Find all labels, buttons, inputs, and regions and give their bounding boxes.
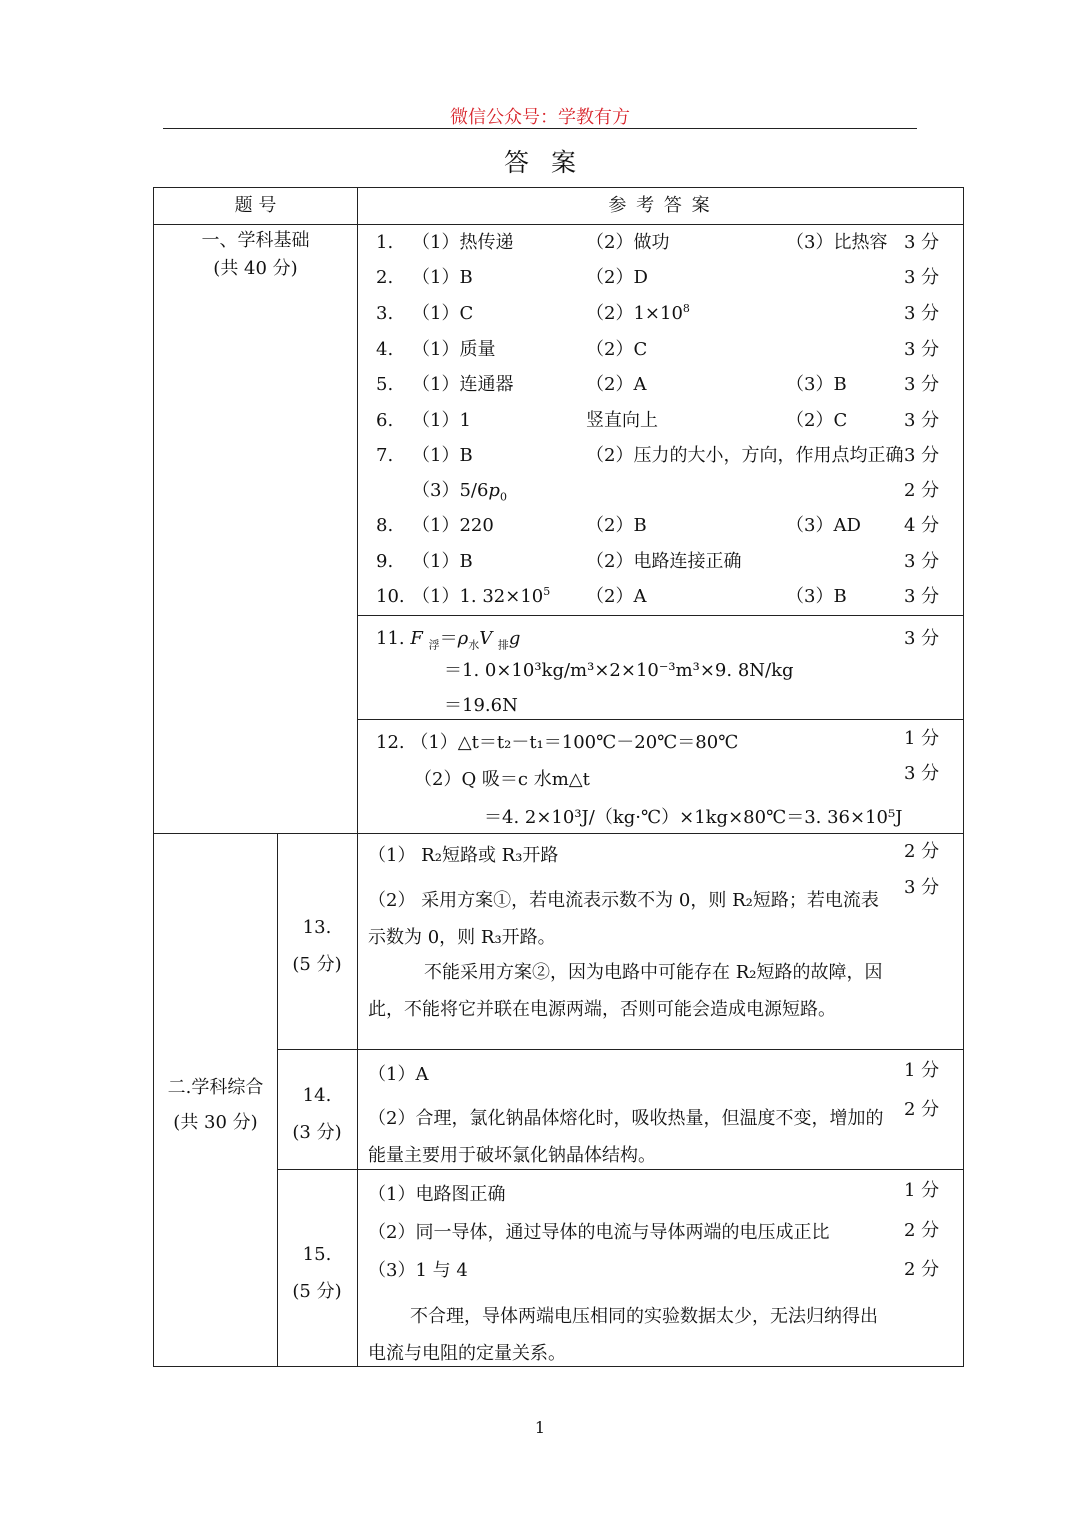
q15-number: 15. bbox=[302, 1244, 332, 1265]
row6-part3: （2）C bbox=[786, 410, 848, 431]
q14-line1: （1）A bbox=[368, 1064, 429, 1085]
row6-score: 3 分 bbox=[904, 410, 940, 431]
q12-line2: （2）Q 吸＝c 水m△t bbox=[414, 769, 590, 790]
q13-score2: 3 分 bbox=[904, 877, 940, 898]
row6-number: 6. bbox=[376, 410, 394, 431]
row11-part1: （1）1. $32\times 10^5$ bbox=[412, 585, 551, 607]
q12-score1: 1 分 bbox=[904, 728, 940, 749]
q12-score2: 3 分 bbox=[904, 763, 940, 784]
row7-part2: （2）压力的大小，方向，作用点均正确 bbox=[586, 445, 904, 466]
row1-part1: （1）热传递 bbox=[412, 232, 514, 253]
q13-points: (5 分) bbox=[292, 954, 342, 975]
row6-part2: 竖直向上 bbox=[586, 410, 658, 431]
q15-line2: （2）同一导体，通过导体的电流与导体两端的电压成正比 bbox=[368, 1222, 830, 1243]
q14-points: (3 分) bbox=[292, 1122, 342, 1143]
row11-number: 10. bbox=[376, 586, 405, 607]
row5-part1: （1）连通器 bbox=[412, 374, 514, 395]
row9-part3: （3）AD bbox=[786, 515, 861, 536]
row11-part3: （3）B bbox=[786, 586, 847, 607]
row4-part2: （2）C bbox=[586, 339, 648, 360]
section2-points: (共 30 分) bbox=[173, 1112, 258, 1133]
row3-part1: （1）C bbox=[412, 303, 474, 324]
page-title: 答案 bbox=[503, 148, 598, 177]
q13-number: 13. bbox=[302, 917, 332, 938]
row-line-q14 bbox=[277, 1049, 963, 1050]
row2-number: 2. bbox=[376, 267, 394, 288]
q15-score3: 2 分 bbox=[904, 1259, 940, 1280]
q15-line1: （1）电路图正确 bbox=[368, 1184, 506, 1205]
row10-score: 3 分 bbox=[904, 551, 940, 572]
row3-part2: $(2)1\times 10^8$ bbox=[586, 302, 690, 324]
row9-score: 4 分 bbox=[904, 515, 940, 536]
row10-part1: （1）B bbox=[412, 551, 473, 572]
row7-score: 3 分 bbox=[904, 445, 940, 466]
q15-line4: 不合理，导体两端电压相同的实验数据太少，无法归纳得出电流与电阻的定量关系。 bbox=[368, 1306, 878, 1364]
section2-label: 二.学科综合 bbox=[167, 1077, 264, 1098]
col-header-answer: 参 考 答 案 bbox=[608, 195, 712, 216]
row4-score: 3 分 bbox=[904, 339, 940, 360]
wechat-header: 微信公众号：学教有方 bbox=[450, 107, 630, 128]
row11-score: 3 分 bbox=[904, 586, 940, 607]
q13-line3: 不能采用方案②，因为电路中可能存在 R₂短路的故障，因此，不能将它并联在电源两端，否则可能会造成电源短路。 bbox=[368, 962, 883, 1020]
row4-part1: （1）质量 bbox=[412, 339, 496, 360]
row4-number: 4. bbox=[376, 339, 394, 360]
q15-line3: （3）1 与 4 bbox=[368, 1260, 468, 1281]
q11-line3: ＝19.6N bbox=[444, 695, 518, 716]
q12-line3: ＝4. 2×10³J/（kg·℃）×1kg×80℃＝3. 36×10⁵J bbox=[484, 807, 903, 828]
row2-score: 3 分 bbox=[904, 267, 940, 288]
q11-line1: 11. F $_浮=\rho_水V$ $_排$g bbox=[376, 628, 521, 652]
row1-score: 3 分 bbox=[904, 232, 940, 253]
q13-line2: （2） 采用方案①，若电流表示数不为 0，则 R₂短路；若电流表示数为 0，则 R₃开路。 bbox=[368, 890, 879, 948]
row3-number: 3. bbox=[376, 303, 394, 324]
row8-score: 2 分 bbox=[904, 480, 940, 501]
row5-score: 3 分 bbox=[904, 374, 940, 395]
section1-points: (共 40 分) bbox=[213, 258, 298, 279]
section1-label: 一、学科基础 bbox=[201, 230, 310, 251]
q14-score1: 1 分 bbox=[904, 1060, 940, 1081]
row5-part2: （2）A bbox=[586, 374, 647, 395]
row-line-q12 bbox=[357, 719, 963, 720]
row6-part1: （1）1 bbox=[412, 410, 471, 431]
row9-number: 8. bbox=[376, 515, 394, 536]
row10-number: 9. bbox=[376, 551, 394, 572]
row9-part1: （1）220 bbox=[412, 515, 494, 536]
q14-number: 14. bbox=[302, 1085, 332, 1106]
row8-part1: $(3)5/6p_0$ bbox=[412, 480, 507, 504]
row1-number: 1. bbox=[376, 232, 394, 253]
q15-score1: 1 分 bbox=[904, 1180, 940, 1201]
section-line bbox=[154, 833, 963, 834]
row11-part2: （2）A bbox=[586, 586, 647, 607]
row9-part2: （2）B bbox=[586, 515, 647, 536]
row3-score: 3 分 bbox=[904, 303, 940, 324]
q13-score1: 2 分 bbox=[904, 841, 940, 862]
row2-part2: （2）D bbox=[586, 267, 648, 288]
col-divider-main bbox=[357, 188, 358, 1366]
header-divider bbox=[163, 128, 917, 129]
q13-line1: （1） R₂短路或 R₃开路 bbox=[368, 845, 559, 866]
q11-line2: ＝1. 0×10³kg/m³×2×10⁻³m³×9. 8N/kg bbox=[444, 660, 794, 681]
header-row-line bbox=[154, 224, 963, 225]
q14-line2: （2）合理，氯化钠晶体熔化时，吸收热量，但温度不变，增加的能量主要用于破坏氯化钠晶体结构。 bbox=[368, 1108, 884, 1166]
page-number: 1 bbox=[534, 1418, 546, 1437]
row-line-q11 bbox=[357, 615, 963, 616]
row7-number: 7. bbox=[376, 445, 394, 466]
q11-score: 3 分 bbox=[904, 628, 940, 649]
row1-part3: （3）比热容 bbox=[786, 232, 888, 253]
row1-part2: （2）做功 bbox=[586, 232, 670, 253]
q15-score2: 2 分 bbox=[904, 1220, 940, 1241]
answer-table bbox=[153, 187, 964, 1367]
row5-number: 5. bbox=[376, 374, 394, 395]
col-header-question: 题 号 bbox=[234, 195, 277, 216]
q12-line1: 12. （1）△t＝t₂－t₁＝100℃－20℃＝80℃ bbox=[376, 732, 739, 753]
row2-part1: （1）B bbox=[412, 267, 473, 288]
q15-points: (5 分) bbox=[292, 1281, 342, 1302]
row7-part1: （1）B bbox=[412, 445, 473, 466]
q14-score2: 2 分 bbox=[904, 1099, 940, 1120]
row10-part2: （2）电路连接正确 bbox=[586, 551, 742, 572]
row5-part3: （3）B bbox=[786, 374, 847, 395]
